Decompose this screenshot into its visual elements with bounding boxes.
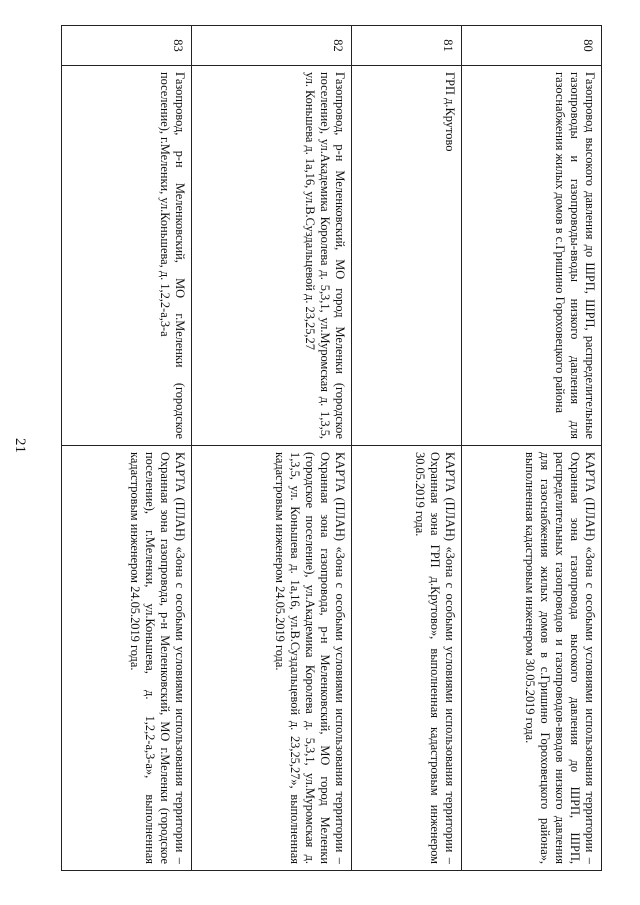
table-row — [62, 26, 192, 871]
table-row — [192, 26, 352, 871]
row-number: 80 — [462, 26, 602, 66]
document-description: КАРТА (ПЛАН) «Зона с особыми условиями использования территории – Охранная зона газопровода, р-н Меленковский, МО город Меленки (городское поселение), ул.Академика Королева д. 5,3,1, ул.Муромская д. 1,3,5, ул. Коньшева д. 1а,16, ул.В.Суздальцевой д. 23,25,27», выполненная кадастровым инженером 24.05.2019 года. — [192, 446, 352, 871]
object-description: ГРП д.Крутово — [352, 66, 462, 446]
object-description: Газопровод высокого давления до ШРП, ШРП, распределительные газопроводы и газопроводы-вводы низкого давления для газоснабжения жилых домов в с.Гришино Гороховецкого района — [462, 66, 602, 446]
document-description: КАРТА (ПЛАН) «Зона с особыми условиями использования территории – Охранная зона газопровода, р-н Меленковский, МО г.Меленки (городское поселение), г.Меленки, ул.Коньшева, д. 1,2,2-а,3-а», выполненная кадастровым инженером 24.05.2019 года. — [62, 446, 192, 871]
row-number: 81 — [352, 26, 462, 66]
table-row — [462, 26, 602, 871]
row-number: 83 — [62, 26, 192, 66]
rotated-table-container — [62, 25, 602, 870]
row-number: 82 — [192, 26, 352, 66]
page-number: 21 — [12, 438, 28, 453]
object-description: Газопровод, р-н Меленковский, МО город Меленки (городское поселение), ул.Академика Королева д. 5,3,1, ул.Муромская д. 1,3,5, ул. Коньшева д. 1а,16, ул.В.Суздальцевой д. 23,25,27 — [192, 66, 352, 446]
object-description: Газопровод, р-н Меленковский, МО г.Меленки (городское поселение), г.Меленки, ул.Коньшева, д. 1,2,2-а,3-а — [62, 66, 192, 446]
document-description: КАРТА (ПЛАН) «Зона с особыми условиями использования территории – Охранная зона газопровода высокого давления до ШРП, ШРП, распределительных газопроводов и газопроводов-вводов низкого давления для газоснабжения жилых домов в с.Гришино Гороховецкого района», выполненная кадастровым инженером 30.05.2019 года. — [462, 446, 602, 871]
zones-table — [61, 25, 602, 871]
table-row — [352, 26, 462, 871]
document-description: КАРТА (ПЛАН) «Зона с особыми условиями использования территории – Охранная зона ГРП д.Крутово», выполненная кадастровым инженером 30.05.2019 года. — [352, 446, 462, 871]
